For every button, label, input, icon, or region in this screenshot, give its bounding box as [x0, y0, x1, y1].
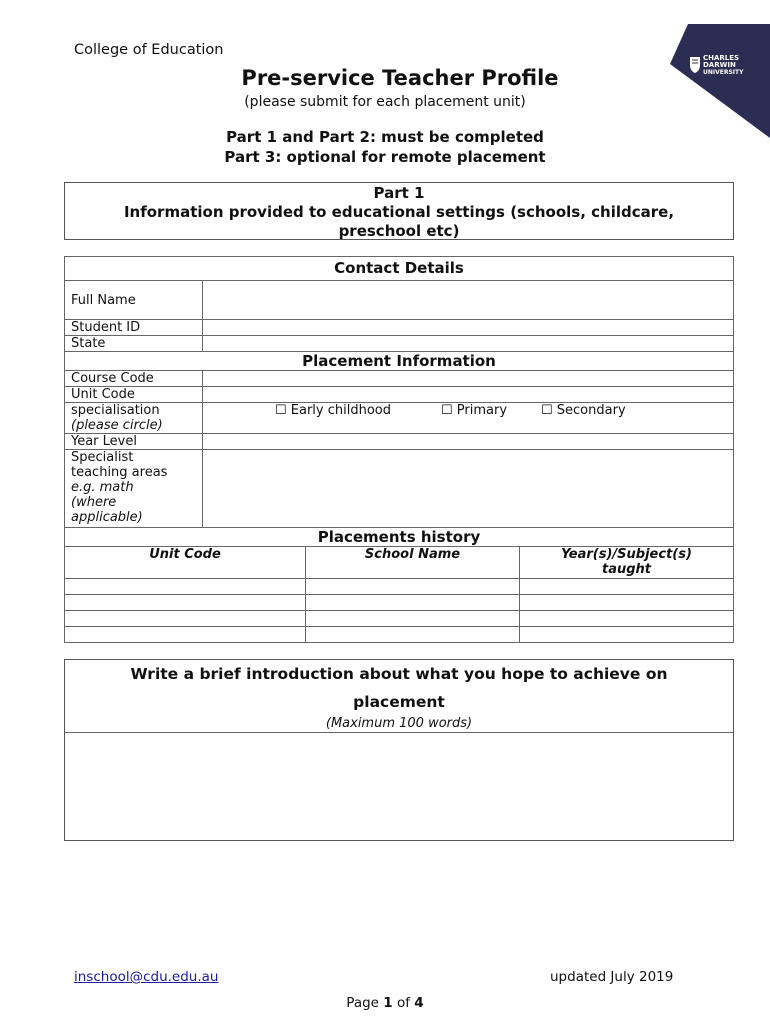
page-subtitle: (please submit for each placement unit): [244, 94, 526, 110]
word-limit-note: (Maximum 100 words): [325, 716, 473, 731]
specialist-line-4: (where: [71, 495, 117, 510]
primary-checkbox[interactable]: ☐ Primary: [441, 403, 508, 418]
part3-note: Part 3: optional for remote placement: [224, 148, 546, 166]
student-id-field[interactable]: [203, 320, 734, 336]
logo-line-3: UNIVERSITY: [703, 69, 744, 76]
specialist-line-5: applicable): [71, 510, 143, 525]
college-name: College of Education: [74, 42, 224, 58]
history-cell[interactable]: [306, 579, 520, 595]
specialist-areas-field[interactable]: [203, 450, 734, 528]
introduction-text-area[interactable]: [65, 733, 733, 840]
specialist-line-3: e.g. math: [71, 480, 134, 495]
part1-description: Information provided to educational settings (schools, childcare, preschool etc): [123, 203, 675, 240]
table-row: [65, 611, 734, 627]
course-code-label: Course Code: [65, 371, 203, 387]
updated-date: updated July 2019: [550, 969, 674, 985]
history-cell[interactable]: [306, 595, 520, 611]
placements-history-heading: Placements history: [65, 528, 734, 547]
state-label: State: [65, 336, 203, 352]
student-id-label: Student ID: [65, 320, 203, 336]
placement-information-heading: Placement Information: [65, 352, 734, 371]
page-total: 4: [414, 995, 424, 1011]
specialisation-options: [203, 403, 734, 434]
page-of: of: [392, 995, 415, 1011]
specialist-line-2: teaching areas: [71, 465, 168, 480]
history-cell[interactable]: [65, 579, 306, 595]
introduction-header: [65, 660, 733, 733]
logo-line-2: DARWIN: [703, 61, 736, 69]
early-childhood-checkbox[interactable]: ☐ Early childhood: [275, 403, 392, 418]
specialist-areas-label: [65, 450, 203, 528]
history-cell[interactable]: [520, 611, 734, 627]
introduction-question-line1: Write a brief introduction about what you hope to achieve on: [130, 665, 668, 683]
introduction-question-line2: placement: [353, 693, 445, 711]
history-cell[interactable]: [520, 579, 734, 595]
please-circle-note: (please circle): [71, 418, 163, 433]
specialist-line-1: Specialist: [71, 450, 134, 465]
col-school-name: School Name: [306, 547, 520, 579]
table-row: [65, 595, 734, 611]
profile-form-table: [64, 256, 734, 547]
course-code-field[interactable]: [203, 371, 734, 387]
page-prefix: Page: [346, 995, 384, 1011]
unit-code-label: Unit Code: [65, 387, 203, 403]
logo-line-1: CHARLES: [703, 54, 740, 62]
placements-history-table: [64, 546, 734, 643]
table-row: [65, 627, 734, 643]
full-name-field[interactable]: [203, 281, 734, 320]
secondary-checkbox[interactable]: ☐ Secondary: [541, 403, 626, 418]
history-cell[interactable]: [520, 627, 734, 643]
col-years-subjects-line1: Year(s)/Subject(s): [561, 547, 692, 562]
specialisation-label: [65, 403, 203, 434]
history-cell[interactable]: [65, 627, 306, 643]
year-level-field[interactable]: [203, 434, 734, 450]
history-cell[interactable]: [65, 611, 306, 627]
history-cell[interactable]: [65, 595, 306, 611]
col-years-subjects: [520, 547, 734, 579]
full-name-label: Full Name: [65, 281, 203, 320]
history-cell[interactable]: [306, 627, 520, 643]
page-current: 1: [383, 995, 393, 1011]
col-unit-code: Unit Code: [65, 547, 306, 579]
part1-box: [64, 182, 734, 240]
introduction-box: [64, 659, 734, 841]
specialisation-label-text: specialisation: [71, 403, 160, 418]
part1-heading: Part 1: [373, 184, 425, 202]
history-cell[interactable]: [520, 595, 734, 611]
parts-required-note: Part 1 and Part 2: must be completed: [226, 128, 544, 146]
page-number: [0, 995, 770, 1011]
email-link[interactable]: inschool@cdu.edu.au: [74, 969, 219, 985]
col-years-subjects-line2: taught: [601, 562, 652, 577]
unit-code-field[interactable]: [203, 387, 734, 403]
history-cell[interactable]: [306, 611, 520, 627]
page-title: Pre-service Teacher Profile: [241, 66, 559, 90]
table-row: [65, 579, 734, 595]
contact-details-heading: Contact Details: [65, 257, 734, 281]
year-level-label: Year Level: [65, 434, 203, 450]
state-field[interactable]: [203, 336, 734, 352]
